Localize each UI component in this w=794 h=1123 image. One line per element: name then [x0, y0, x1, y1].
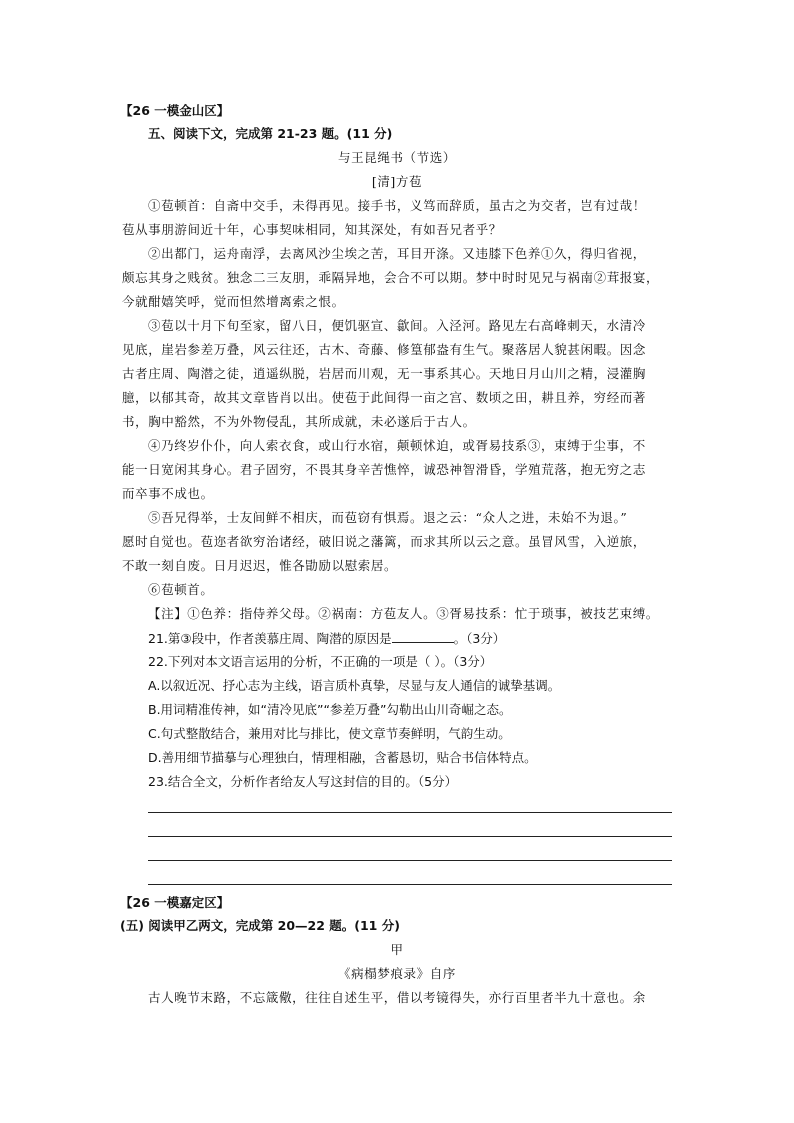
paragraph-6: ⑥苞顿首。: [148, 582, 214, 597]
question-22: 22.下列对本文语言运用的分析，不正确的一项是（ ）。（3分）: [148, 654, 493, 669]
question-21: [148, 630, 505, 647]
paragraph-3-line-3: 古者庄周、陶潜之徒，逍遥纵脱，岩居而川观，无一事系其心。天地日月山川之精，浸灌胸: [122, 366, 647, 381]
answer-line-1[interactable]: [148, 812, 672, 813]
paragraph-3-line-4: 臆，以郁其奇，故其文章皆肖以出。使苞于此间得一亩之宫、数顷之田，耕且养，穷经而著: [122, 390, 647, 405]
paragraph-3-line-1: ③苞以十月下旬至家，留八日，便饥驱宣、歙间。入泾河。路见左右高峰刺天，水清冷: [148, 318, 646, 333]
section-tag-jiading: 【26 一模嘉定区】: [120, 895, 230, 910]
answer-line-4[interactable]: [148, 884, 672, 885]
question-23: 23.结合全文，分析作者给友人写这封信的目的。（5分）: [148, 774, 458, 789]
paragraph-2-line-3: 今就酣嬉笑呼，觉而怛然增离索之恨。: [122, 294, 345, 309]
paragraph-3-line-5: 书，胸中豁然，不为外物侵乱，其所成就，未必遂后于古人。: [122, 414, 476, 429]
text-jia-label: 甲: [390, 942, 404, 957]
paragraph-5-line-3: 不敢一刻自废。日月迟迟，惟各勖励以慰索居。: [122, 558, 398, 573]
answer-line-3[interactable]: [148, 860, 672, 861]
paragraph-4-line-2: 能一日宽闲其身心。君子固穷，不畏其身辛苦憔悴，诚恐神智滑昏，学殖荒落，抱无穷之志: [122, 462, 647, 477]
section-tag-jinshan: 【26 一模金山区】: [120, 103, 230, 118]
essay-author: [清]方苞: [371, 174, 423, 189]
paragraph-2-line-2: 颇忘其身之贱贫。独念二三友朋，乖隔异地，会合不可以期。梦中时时见兄与祸南②茸报宴，: [122, 270, 660, 285]
option-a: A.以叙近况、抒心志为主线，语言质朴真挚，尽显与友人通信的诚挚基调。: [148, 678, 561, 693]
paragraph-1-line-2: 苞从事朋游间近十年，心事契味相同，知其深处，有如吾兄者乎？: [122, 222, 502, 237]
question-21-text: 21.第③段中，作者羡慕庄周、陶潜的原因是: [148, 631, 392, 646]
essay-title-2: 《病榻梦痕录》自序: [338, 966, 456, 981]
option-c: C.句式整散结合，兼用对比与排比，使文章节奏鲜明，气韵生动。: [148, 726, 511, 741]
essay-2-paragraph-1: 古人晚节末路，不忘箴儆，往往自述生平，借以考镜得失，亦行百里者半九十意也。余: [148, 990, 646, 1005]
essay-title: 与王昆绳书（节选）: [338, 150, 456, 165]
option-b: B.用词精准传神，如“清冷见底”“参差万叠”勾勒出山川奇崛之态。: [148, 702, 512, 717]
answer-blank-21[interactable]: [392, 630, 454, 643]
answer-line-2[interactable]: [148, 836, 672, 837]
section-heading-jiading: (五) 阅读甲乙两文，完成第 20—22 题。(11 分): [120, 918, 400, 933]
paragraph-5-line-2: 愿时自觉也。苞迩者欲穷治诸经，破旧说之藩篱，而求其所以云之意。虽冒风雪，入逆旅，: [122, 534, 647, 549]
paragraph-5-line-1: ⑤吾兄得举，士友间鲜不相庆，而苞窃有惧焉。退之云：“众人之进，未始不为退。”: [148, 510, 628, 525]
option-d: D.善用细节描摹与心理独白，情理相融，含蓄恳切，贴合书信体特点。: [148, 750, 537, 765]
question-21-score: 。（3分）: [453, 631, 506, 646]
paragraph-3-line-2: 见底，崖岩参差万叠，风云往还，古木、奇藤、修篁郁盎有生气。聚落居人貌甚闲暇。因念: [122, 342, 647, 357]
annotation-note: 【注】①色养：指侍养父母。②祸南：方苞友人。③胥易技系：忙于琐事，被技艺束缚。: [148, 606, 659, 621]
paragraph-4-line-1: ④乃终岁仆仆，向人索衣食，或山行水宿，颠顿怵迫，或胥易技系③，束缚于尘事，不: [148, 438, 646, 453]
paragraph-4-line-3: 而卒事不成也。: [122, 486, 214, 501]
paragraph-1-line-1: ①苞顿首：自斋中交手，未得再见。接手书，义笃而辞质，虽古之为交者，岂有过哉！: [148, 198, 646, 213]
paragraph-2-line-1: ②出都门，运舟南浮，去离风沙尘埃之苦，耳目开涤。又违膝下色养①久，得归省视，: [148, 246, 646, 261]
section-heading-jinshan: 五、阅读下文，完成第 21-23 题。(11 分): [148, 126, 393, 141]
